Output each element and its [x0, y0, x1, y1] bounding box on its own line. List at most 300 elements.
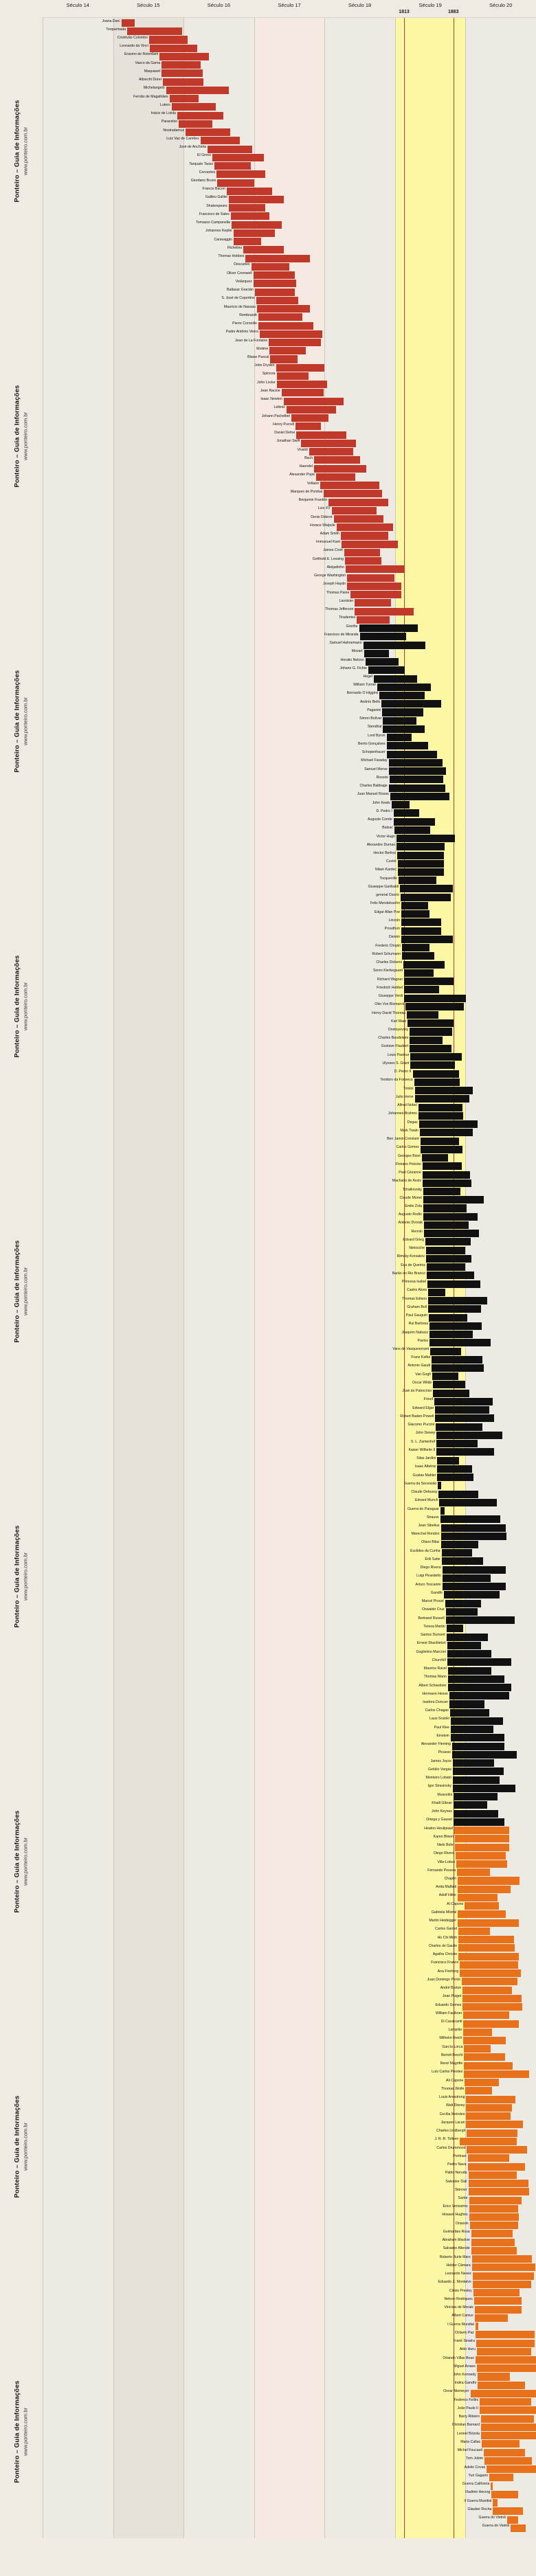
timeline-bar[interactable] — [434, 1398, 493, 1405]
timeline-bar[interactable] — [392, 801, 410, 809]
timeline-bar-row[interactable] — [43, 952, 536, 957]
timeline-bar[interactable] — [377, 683, 431, 691]
timeline-bar-row[interactable] — [43, 2154, 536, 2159]
timeline-bar[interactable] — [511, 2524, 526, 2532]
timeline-bar-row[interactable] — [43, 1634, 536, 1638]
timeline-bar[interactable] — [332, 507, 377, 515]
timeline-bar[interactable] — [458, 1944, 515, 1952]
timeline-bar-row[interactable] — [43, 2449, 536, 2454]
timeline-bar-row[interactable] — [43, 448, 536, 453]
timeline-bar-row[interactable] — [43, 398, 536, 403]
timeline-bar-row[interactable] — [43, 1600, 536, 1605]
timeline-bar[interactable] — [217, 179, 254, 187]
timeline-bar-row[interactable] — [43, 1053, 536, 1058]
timeline-bar-row[interactable] — [43, 1978, 536, 1982]
timeline-bar-row[interactable] — [43, 1844, 536, 1849]
timeline-bar-row[interactable] — [43, 666, 536, 671]
timeline-bar[interactable] — [394, 818, 436, 826]
timeline-bar-row[interactable] — [43, 1423, 536, 1428]
timeline-bar-row[interactable] — [43, 499, 536, 504]
timeline-bar-row[interactable] — [43, 490, 536, 495]
timeline-bar-row[interactable] — [43, 1801, 536, 1806]
timeline-bar[interactable] — [149, 36, 188, 43]
timeline-bar-row[interactable] — [43, 2306, 536, 2311]
timeline-bar[interactable] — [350, 591, 401, 598]
timeline-bar[interactable] — [397, 835, 455, 842]
timeline-bar-row[interactable] — [43, 2457, 536, 2462]
timeline-bar-row[interactable] — [43, 339, 536, 343]
timeline-bar-row[interactable] — [43, 1188, 536, 1193]
timeline-bar[interactable] — [398, 860, 444, 868]
timeline-bar-row[interactable] — [43, 238, 536, 242]
timeline-bar[interactable] — [423, 1188, 460, 1195]
timeline-bar-row[interactable] — [43, 2020, 536, 2025]
timeline-bar[interactable] — [234, 238, 261, 245]
timeline-bar[interactable] — [208, 146, 252, 153]
timeline-bar-row[interactable] — [43, 885, 536, 890]
timeline-bar[interactable] — [476, 2331, 535, 2338]
timeline-bar-row[interactable] — [43, 1120, 536, 1125]
timeline-bar-row[interactable] — [43, 1675, 536, 1680]
timeline-bar-row[interactable] — [43, 1230, 536, 1234]
timeline-bar[interactable] — [277, 372, 309, 380]
timeline-bar-row[interactable] — [43, 1658, 536, 1663]
timeline-bar[interactable] — [439, 1499, 496, 1506]
timeline-bar[interactable] — [423, 1196, 484, 1204]
timeline-bar-row[interactable] — [43, 852, 536, 857]
timeline-bar-row[interactable] — [43, 1356, 536, 1361]
timeline-bar[interactable] — [482, 2440, 520, 2448]
timeline-bar[interactable] — [458, 1919, 519, 1927]
timeline-bar-row[interactable] — [43, 271, 536, 276]
timeline-bar[interactable] — [458, 1877, 520, 1884]
timeline-bar[interactable] — [458, 1910, 506, 1918]
timeline-bar[interactable] — [473, 2281, 531, 2288]
timeline-bar-row[interactable] — [43, 2104, 536, 2109]
timeline-bar-row[interactable] — [43, 2205, 536, 2210]
timeline-bar-row[interactable] — [43, 1902, 536, 1907]
timeline-bar[interactable] — [172, 103, 216, 111]
timeline-bar[interactable] — [381, 700, 440, 708]
timeline-bar-row[interactable] — [43, 87, 536, 91]
timeline-bar-row[interactable] — [43, 995, 536, 999]
timeline-bar[interactable] — [507, 2516, 518, 2524]
timeline-bar[interactable] — [212, 154, 264, 161]
timeline-bar[interactable] — [405, 1003, 464, 1010]
timeline-bar[interactable] — [429, 1331, 473, 1338]
timeline-bar-row[interactable] — [43, 759, 536, 764]
timeline-bar[interactable] — [324, 490, 382, 497]
timeline-bar[interactable] — [443, 1583, 506, 1590]
timeline-bar[interactable] — [491, 2491, 518, 2498]
timeline-bar-row[interactable] — [43, 2440, 536, 2445]
timeline-bar-row[interactable] — [43, 1104, 536, 1109]
timeline-bar[interactable] — [214, 162, 250, 170]
timeline-bar[interactable] — [452, 1751, 517, 1759]
timeline-bar[interactable] — [445, 1600, 481, 1607]
timeline-bar[interactable] — [410, 1061, 455, 1069]
timeline-bar-row[interactable] — [43, 2289, 536, 2294]
timeline-bar-row[interactable] — [43, 1608, 536, 1613]
timeline-bar-row[interactable] — [43, 2314, 536, 2319]
timeline-bar-row[interactable] — [43, 2390, 536, 2395]
timeline-bar[interactable] — [427, 1280, 480, 1288]
timeline-bar-row[interactable] — [43, 2003, 536, 2008]
timeline-bar[interactable] — [442, 1557, 484, 1565]
timeline-bar[interactable] — [364, 642, 425, 649]
timeline-bar[interactable] — [440, 1507, 445, 1515]
timeline-bar[interactable] — [455, 1835, 509, 1842]
timeline-bar[interactable] — [316, 473, 355, 481]
timeline-bar-row[interactable] — [43, 482, 536, 486]
timeline-bar-row[interactable] — [43, 1549, 536, 1554]
timeline-bar[interactable] — [446, 1616, 515, 1624]
timeline-bar-row[interactable] — [43, 1667, 536, 1672]
timeline-bar-row[interactable] — [43, 557, 536, 562]
timeline-bar[interactable] — [447, 1625, 464, 1632]
timeline-bar[interactable] — [368, 666, 405, 674]
timeline-bar[interactable] — [438, 1482, 440, 1489]
timeline-bar-row[interactable] — [43, 1322, 536, 1327]
timeline-bar-row[interactable] — [43, 809, 536, 814]
timeline-bar[interactable] — [435, 1414, 494, 1422]
timeline-bar[interactable] — [314, 465, 366, 473]
timeline-bar[interactable] — [451, 1734, 504, 1741]
timeline-bar[interactable] — [454, 1810, 498, 1818]
timeline-bar[interactable] — [341, 532, 388, 539]
timeline-bar[interactable] — [284, 398, 344, 405]
timeline-bar-row[interactable] — [43, 1390, 536, 1394]
timeline-bar[interactable] — [473, 2272, 534, 2280]
timeline-bar-row[interactable] — [43, 1886, 536, 1890]
timeline-bar[interactable] — [256, 297, 299, 304]
timeline-bar-row[interactable] — [43, 1642, 536, 1647]
timeline-bar[interactable] — [186, 128, 230, 136]
timeline-bar[interactable] — [460, 2138, 517, 2145]
timeline-bar-row[interactable] — [43, 2255, 536, 2260]
timeline-bar-row[interactable] — [43, 675, 536, 680]
timeline-bar[interactable] — [397, 852, 444, 859]
timeline-bar-row[interactable] — [43, 246, 536, 251]
timeline-bar-row[interactable] — [43, 1524, 536, 1529]
timeline-bar-row[interactable] — [43, 1734, 536, 1739]
timeline-bar[interactable] — [449, 1692, 509, 1699]
timeline-bar-row[interactable] — [43, 61, 536, 66]
timeline-bar[interactable] — [401, 936, 453, 943]
timeline-bar[interactable] — [453, 1776, 500, 1784]
timeline-bar-row[interactable] — [43, 1793, 536, 1798]
timeline-bar[interactable] — [404, 969, 434, 977]
timeline-bar-row[interactable] — [43, 1432, 536, 1436]
timeline-bar[interactable] — [466, 2121, 522, 2128]
timeline-bar[interactable] — [462, 1995, 522, 2002]
timeline-bar[interactable] — [179, 120, 212, 128]
timeline-bar[interactable] — [374, 675, 417, 683]
timeline-bar[interactable] — [446, 1608, 478, 1616]
timeline-bar[interactable] — [426, 1255, 471, 1263]
timeline-bar-row[interactable] — [43, 1263, 536, 1268]
timeline-bar-row[interactable] — [43, 608, 536, 613]
timeline-bar[interactable] — [423, 1179, 471, 1187]
timeline-bar-row[interactable] — [43, 1154, 536, 1159]
timeline-bar[interactable] — [414, 1078, 460, 1086]
timeline-bar-row[interactable] — [43, 2070, 536, 2075]
timeline-bar-row[interactable] — [43, 826, 536, 831]
timeline-bar-row[interactable] — [43, 1414, 536, 1419]
timeline-bar-row[interactable] — [43, 1961, 536, 1966]
timeline-bar-row[interactable] — [43, 305, 536, 310]
timeline-bar[interactable] — [468, 2154, 510, 2162]
timeline-bar-row[interactable] — [43, 1717, 536, 1722]
timeline-bar[interactable] — [404, 986, 439, 993]
timeline-bar[interactable] — [419, 1120, 478, 1128]
timeline-bar[interactable] — [462, 1987, 512, 1994]
timeline-bar[interactable] — [441, 1533, 506, 1540]
timeline-bar-row[interactable] — [43, 1028, 536, 1032]
timeline-bar-row[interactable] — [43, 19, 536, 24]
timeline-bar-row[interactable] — [43, 406, 536, 411]
timeline-bar-row[interactable] — [43, 910, 536, 915]
timeline-bar[interactable] — [401, 910, 429, 918]
timeline-bar-row[interactable] — [43, 1162, 536, 1167]
timeline-bar[interactable] — [471, 2247, 517, 2255]
timeline-bar[interactable] — [418, 1112, 464, 1120]
timeline-bar[interactable] — [448, 1684, 511, 1691]
timeline-bar[interactable] — [491, 2483, 493, 2490]
timeline-bar[interactable] — [429, 1339, 491, 1346]
timeline-bar[interactable] — [269, 339, 321, 346]
timeline-bar-row[interactable] — [43, 1095, 536, 1100]
timeline-bar[interactable] — [421, 1146, 463, 1153]
timeline-bar[interactable] — [493, 2507, 522, 2515]
timeline-bar-row[interactable] — [43, 2213, 536, 2218]
timeline-bar[interactable] — [476, 2323, 478, 2330]
timeline-bar-row[interactable] — [43, 1936, 536, 1941]
timeline-bar[interactable] — [421, 1138, 459, 1145]
timeline-bar-row[interactable] — [43, 918, 536, 923]
timeline-bar[interactable] — [473, 2289, 520, 2296]
timeline-bar[interactable] — [413, 1070, 460, 1078]
timeline-bar-row[interactable] — [43, 1835, 536, 1840]
timeline-bar[interactable] — [433, 1381, 465, 1388]
timeline-bar[interactable] — [441, 1541, 478, 1548]
timeline-bar-row[interactable] — [43, 549, 536, 554]
timeline-bar[interactable] — [309, 448, 354, 455]
timeline-bar[interactable] — [424, 1230, 479, 1237]
timeline-bar-row[interactable] — [43, 2323, 536, 2327]
timeline-bar[interactable] — [465, 2087, 492, 2094]
timeline-bar-row[interactable] — [43, 2499, 536, 2504]
timeline-bar-row[interactable] — [43, 1465, 536, 1470]
timeline-bar-row[interactable] — [43, 162, 536, 167]
timeline-bar[interactable] — [463, 2020, 519, 2028]
timeline-bar[interactable] — [475, 2306, 522, 2314]
timeline-bar-row[interactable] — [43, 1818, 536, 1823]
timeline-bar-row[interactable] — [43, 624, 536, 629]
timeline-bar-row[interactable] — [43, 2507, 536, 2512]
timeline-bar[interactable] — [448, 1667, 492, 1675]
timeline-bar-row[interactable] — [43, 515, 536, 520]
timeline-bar[interactable] — [401, 894, 451, 901]
timeline-bar-row[interactable] — [43, 894, 536, 899]
timeline-bar[interactable] — [437, 1465, 471, 1473]
timeline-bar[interactable] — [360, 633, 407, 640]
timeline-bar-row[interactable] — [43, 843, 536, 848]
timeline-bar-row[interactable] — [43, 1381, 536, 1386]
timeline-bar[interactable] — [342, 541, 398, 548]
timeline-bar-row[interactable] — [43, 1944, 536, 1949]
timeline-bar[interactable] — [435, 1406, 489, 1414]
timeline-bar-row[interactable] — [43, 2087, 536, 2092]
timeline-bar-row[interactable] — [43, 868, 536, 873]
timeline-bar[interactable] — [428, 1289, 445, 1296]
timeline-bar-row[interactable] — [43, 1061, 536, 1066]
timeline-bar-row[interactable] — [43, 1078, 536, 1083]
timeline-bar-row[interactable] — [43, 2432, 536, 2437]
timeline-bar[interactable] — [229, 196, 284, 203]
timeline-bar-row[interactable] — [43, 78, 536, 83]
timeline-bar[interactable] — [161, 61, 200, 69]
timeline-bar[interactable] — [357, 616, 389, 624]
timeline-bar[interactable] — [407, 1011, 438, 1019]
timeline-bar-row[interactable] — [43, 1759, 536, 1764]
timeline-bar[interactable] — [383, 725, 425, 733]
timeline-bar-row[interactable] — [43, 944, 536, 949]
timeline-bar-row[interactable] — [43, 927, 536, 932]
timeline-bar[interactable] — [469, 2188, 529, 2195]
timeline-bar[interactable] — [260, 330, 322, 338]
timeline-bar[interactable] — [458, 1936, 514, 1943]
timeline-bar-row[interactable] — [43, 1541, 536, 1546]
timeline-bar-row[interactable] — [43, 2129, 536, 2134]
timeline-bar[interactable] — [454, 1793, 498, 1800]
timeline-bar-row[interactable] — [43, 1692, 536, 1697]
timeline-bar-row[interactable] — [43, 1473, 536, 1478]
timeline-bar-row[interactable] — [43, 1583, 536, 1588]
timeline-bar-row[interactable] — [43, 456, 536, 461]
timeline-bar-row[interactable] — [43, 1019, 536, 1024]
timeline-bar[interactable] — [257, 305, 310, 313]
timeline-bar-row[interactable] — [43, 2096, 536, 2101]
timeline-bar[interactable] — [428, 1297, 487, 1304]
timeline-bar-row[interactable] — [43, 1138, 536, 1142]
timeline-bar-row[interactable] — [43, 1810, 536, 1815]
timeline-bar-row[interactable] — [43, 2483, 536, 2487]
timeline-bar-row[interactable] — [43, 2373, 536, 2377]
timeline-bar[interactable] — [422, 1154, 448, 1162]
timeline-bar[interactable] — [468, 2163, 525, 2171]
timeline-bar-row[interactable] — [43, 1860, 536, 1865]
timeline-bar-row[interactable] — [43, 2398, 536, 2403]
timeline-bar-row[interactable] — [43, 1785, 536, 1789]
timeline-bar[interactable] — [403, 961, 444, 969]
timeline-bar[interactable] — [389, 759, 443, 767]
timeline-bar[interactable] — [478, 2382, 525, 2389]
timeline-bar[interactable] — [484, 2449, 524, 2456]
timeline-bar[interactable] — [458, 1928, 490, 1935]
timeline-bar[interactable] — [415, 1095, 469, 1103]
timeline-bar-row[interactable] — [43, 2230, 536, 2235]
timeline-bar[interactable] — [481, 2432, 536, 2439]
timeline-bar-row[interactable] — [43, 1743, 536, 1748]
timeline-bar-row[interactable] — [43, 650, 536, 655]
timeline-bar-row[interactable] — [43, 1238, 536, 1243]
timeline-bar-row[interactable] — [43, 2340, 536, 2345]
timeline-bar-row[interactable] — [43, 2331, 536, 2336]
timeline-bar[interactable] — [345, 557, 381, 565]
timeline-bar[interactable] — [427, 1272, 474, 1279]
timeline-bar[interactable] — [410, 1045, 451, 1052]
timeline-bar-row[interactable] — [43, 1767, 536, 1772]
timeline-bar-row[interactable] — [43, 2364, 536, 2369]
timeline-bar[interactable] — [436, 1432, 502, 1439]
timeline-bar-row[interactable] — [43, 2121, 536, 2125]
timeline-bar-row[interactable] — [43, 633, 536, 637]
timeline-bar-row[interactable] — [43, 1372, 536, 1377]
timeline-bar[interactable] — [467, 2129, 517, 2137]
timeline-bar[interactable] — [425, 1238, 471, 1245]
timeline-bar-row[interactable] — [43, 154, 536, 159]
timeline-bar[interactable] — [234, 229, 276, 237]
timeline-bar-row[interactable] — [43, 642, 536, 646]
timeline-bar[interactable] — [334, 515, 384, 523]
timeline-bar-row[interactable] — [43, 1179, 536, 1184]
timeline-bar-row[interactable] — [43, 1684, 536, 1688]
timeline-bar-row[interactable] — [43, 330, 536, 335]
timeline-bar-row[interactable] — [43, 1995, 536, 2000]
timeline-bar-row[interactable] — [43, 1070, 536, 1075]
timeline-bar[interactable] — [456, 1860, 507, 1868]
timeline-bar[interactable] — [254, 280, 297, 287]
timeline-bar-row[interactable] — [43, 1700, 536, 1705]
timeline-bar-row[interactable] — [43, 717, 536, 722]
timeline-bar-row[interactable] — [43, 1280, 536, 1285]
timeline-bar[interactable] — [161, 69, 202, 77]
timeline-bar[interactable] — [159, 53, 209, 60]
timeline-bar[interactable] — [355, 608, 413, 615]
timeline-bar-row[interactable] — [43, 1491, 536, 1495]
timeline-bar[interactable] — [454, 1801, 487, 1809]
timeline-bar-row[interactable] — [43, 599, 536, 604]
timeline-bar[interactable] — [383, 717, 416, 725]
timeline-bar-row[interactable] — [43, 128, 536, 133]
timeline-bar-row[interactable] — [43, 1255, 536, 1260]
timeline-bar[interactable] — [458, 1894, 497, 1901]
timeline-bar-row[interactable] — [43, 1221, 536, 1226]
timeline-bar[interactable] — [472, 2255, 532, 2263]
timeline-bar-row[interactable] — [43, 1037, 536, 1041]
timeline-bar-row[interactable] — [43, 2263, 536, 2268]
timeline-bar[interactable] — [276, 364, 325, 372]
timeline-bar[interactable] — [398, 868, 444, 876]
timeline-bar[interactable] — [471, 2239, 515, 2246]
timeline-bar-row[interactable] — [43, 1910, 536, 1915]
timeline-bar-row[interactable] — [43, 2112, 536, 2117]
timeline-bar-row[interactable] — [43, 574, 536, 579]
timeline-bar[interactable] — [231, 212, 269, 220]
timeline-bar[interactable] — [394, 809, 419, 817]
timeline-bar-row[interactable] — [43, 1406, 536, 1411]
timeline-bar-row[interactable] — [43, 978, 536, 982]
timeline-bar[interactable] — [463, 2011, 509, 2019]
timeline-bar[interactable] — [387, 751, 438, 758]
timeline-bar[interactable] — [232, 221, 282, 229]
timeline-bar[interactable] — [481, 2424, 536, 2431]
timeline-bar-row[interactable] — [43, 2222, 536, 2226]
timeline-bar[interactable] — [469, 2180, 528, 2187]
timeline-bar[interactable] — [469, 2171, 517, 2179]
timeline-bar-row[interactable] — [43, 188, 536, 192]
